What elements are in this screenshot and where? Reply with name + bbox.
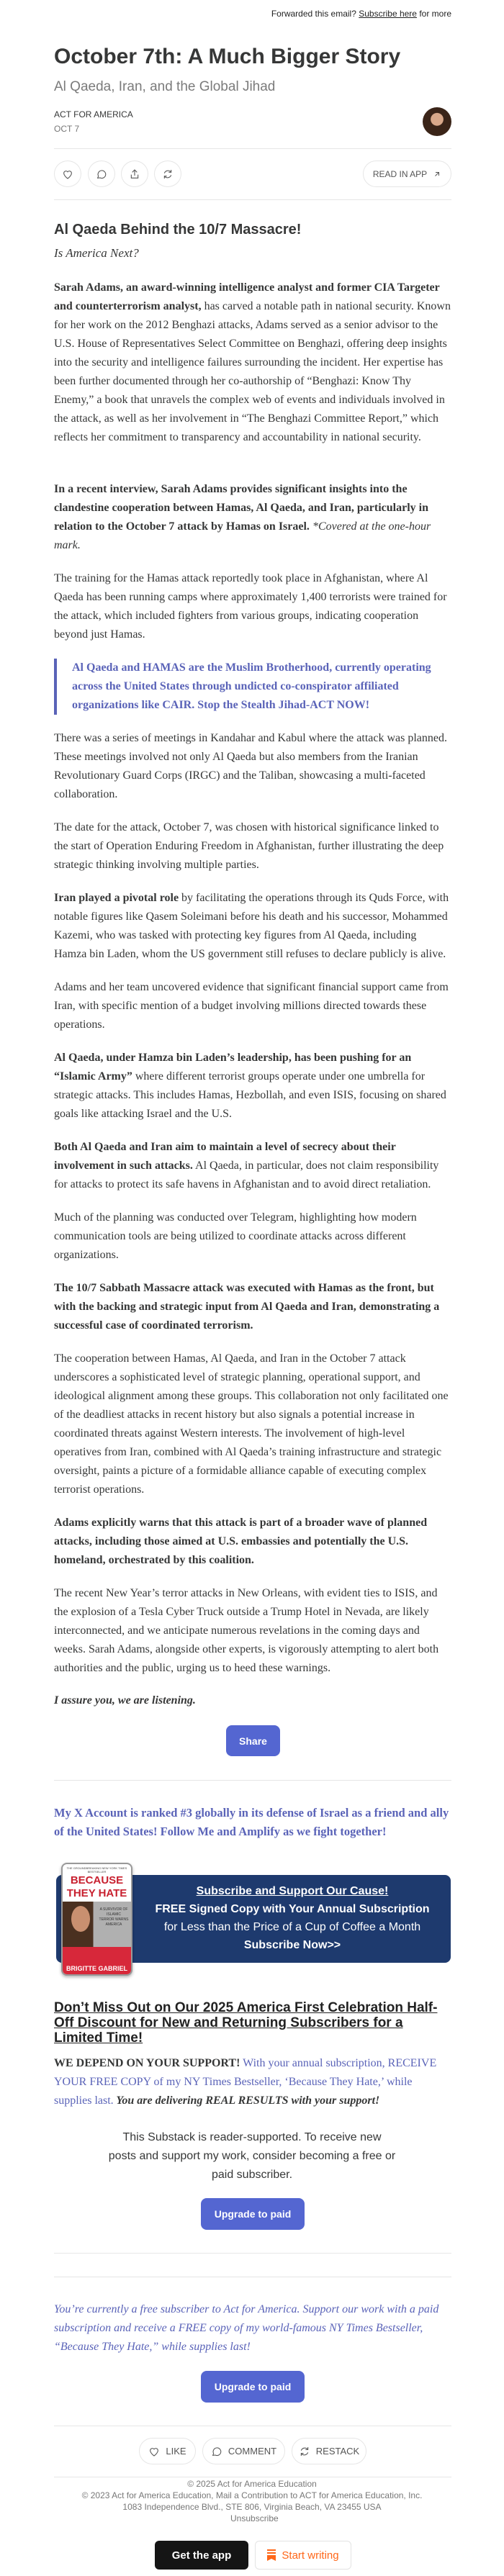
read-in-app-label: READ IN APP (372, 168, 428, 179)
post-title: October 7th: A Much Bigger Story (54, 45, 401, 68)
banner-line-4: Subscribe Now>> (243, 1939, 341, 1951)
banner-line-2: FREE Signed Copy with Your Annual Subscription (155, 1903, 430, 1915)
start-writing-button[interactable] (255, 2541, 351, 2570)
footer-like-button[interactable] (139, 2438, 196, 2464)
paragraph-text-run: The cooperation between Hamas, Al Qaeda, and Iran in the October 7 attack underscores a sophisticated level of strategic planning, operational support, and ideological alignment among these groups. This collaboration not only facilitated one of the deadliest attacks in recent history but also signals a potential increase in coordinated threats against Western interests. The involvement of high-level operatives from Iran, combined with Al Qaeda’s training infrastructure and strategic oversight, paints a picture of a formidable alliance capable of executing complex terrorist operations. (54, 1352, 449, 1496)
like-button[interactable] (54, 161, 81, 187)
blockquote: Al Qaeda and HAMAS are the Muslim Brotherhood, currently operating across the United States through undicted co-conspirator affiliated organizations like CAIR. Stop the Stealth Jihad-ACT NOW! (54, 659, 451, 715)
paragraph-text-run: The date for the attack, October 7, was chosen with historical significance linked to the start of Operation Enduring Freedom in Afghanistan, further illustrating the deep strategic thinking involving multiple parties. (54, 821, 444, 871)
article-paragraph (54, 818, 451, 875)
share-button-icon[interactable] (121, 161, 148, 187)
article-paragraph (54, 1350, 451, 1499)
paragraph-text-run: by facilitating the operations through its Quds Force, with notable figures like Qasem Soleimani before his death and his successor, Mohammed Kazemi, who was tasked with protecting key figures from Al Qaeda, including Hamza bin Laden, whom the US government still refuses to declare publicly is alive. (54, 892, 449, 960)
paragraph-text-run: I assure you, we are listening. (54, 1694, 196, 1707)
share-icon (129, 168, 140, 180)
article-paragraph (54, 1208, 451, 1265)
subscribe-link[interactable]: Subscribe here (359, 9, 417, 19)
author-avatar[interactable] (423, 107, 451, 136)
book-tagline: THE GROUNDBREAKING NEW YORK TIMES BESTSELLER (66, 1866, 127, 1874)
publication-name[interactable]: ACT FOR AMERICA (54, 109, 133, 119)
paragraph-text-run: where different terrorist groups operate under one umbrella for strategic attacks. This includes Hamas, Hezbollah, and even ISIS, focusing on shared goals like attacking Israel and the U.S. (54, 1070, 446, 1120)
paragraph-text-run: Iran played a pivotal role (54, 892, 179, 904)
article-paragraph (54, 569, 451, 644)
paragraph-text-run: Al Qaeda, in particular, does not claim responsibility for attacks to protect its safe havens in Afghanistan and to avoid direct retaliation. (54, 1160, 439, 1190)
support-italic: You are delivering REAL RESULTS with your support! (113, 2094, 380, 2107)
comment-label: COMMENT (228, 2446, 277, 2457)
paragraph-text-run: Adams explicitly warns that this attack is part of a broader wave of planned attacks, including those aimed at U.S. embassies and potentially the U.S. homeland, orchestrated by this coalition. (54, 1517, 428, 1566)
x-account-link[interactable]: My X Account is ranked #3 globally in its defense of Israel as a friend and ally of the United States! Follow Me and Amplify as we fight together! (54, 1806, 449, 1838)
divider (54, 1780, 451, 1781)
support-bold: WE DEPEND ON YOUR SUPPORT! (54, 2057, 240, 2069)
article-paragraph (54, 1279, 451, 1335)
article-subheading: Is America Next? (54, 246, 139, 260)
article-paragraph (54, 1584, 451, 1678)
article-paragraph (54, 1514, 451, 1570)
divider (54, 199, 451, 200)
restack-icon (299, 2446, 310, 2457)
book-title-1: BECAUSE (70, 1874, 124, 1886)
share-button[interactable]: Share (226, 1725, 280, 1756)
paragraph-text-run: *Covered at the one-hour mark. (54, 520, 431, 551)
comment-button[interactable] (88, 161, 115, 187)
article-paragraph (54, 1138, 451, 1194)
article-paragraph (54, 729, 451, 804)
unsubscribe-link[interactable]: Unsubscribe (230, 2513, 279, 2523)
footer-restack-button[interactable] (292, 2438, 366, 2464)
paragraph-text-run: The recent New Year’s terror attacks in New Orleans, with evident ties to ISIS, and the explosion of a Tesla Cyber Truck outside a Trump Hotel in Nevada, are likely interconnected, and we anticipate numerous revelations in the coming days and weeks. Sarah Adams, alongside other experts, is vigorously attempting to alert both authorities and the public, urging us to heed these warnings. (54, 1587, 439, 1674)
free-subscriber-text: You’re currently a free subscriber to Act for America. Support our work with a paid subscription and receive a FREE copy of my world-famous NY Times Bestseller, “Because They Hate,” while supplies last! (54, 2303, 439, 2353)
read-in-app-button[interactable] (363, 161, 451, 187)
get-the-app-button[interactable]: Get the app (155, 2541, 248, 2570)
post-date: OCT 7 (54, 124, 80, 134)
forwarded-notice (271, 9, 451, 19)
substack-logo-icon (267, 2549, 276, 2561)
paragraph-text-run: The 10/7 Sabbath Massacre attack was executed with Hamas as the front, but with the backing and strategic input from Al Qaeda and Iran, demonstrating a successful case of coordinated terrorism. (54, 1282, 440, 1332)
comment-icon (96, 168, 107, 180)
footer-copyright-2: © 2023 Act for America Education, Mail a Contribution to ACT for America Education, Inc. (81, 2490, 423, 2500)
subscribe-banner[interactable] (56, 1863, 451, 1978)
heart-icon (148, 2446, 160, 2457)
article-paragraph (54, 480, 451, 555)
substack-support-text: This Substack is reader-supported. To receive new posts and support my work, consider becoming a free or paid subscriber. (108, 2131, 396, 2181)
restack-button[interactable] (154, 161, 181, 187)
divider (54, 2253, 451, 2254)
arrow-up-right-icon (433, 170, 441, 178)
post-subtitle: Al Qaeda, Iran, and the Global Jihad (54, 79, 276, 94)
promo-heading-link[interactable]: Don’t Miss Out on Our 2025 America First Celebration Half-Off Discount for New and Returning Subscribers for a Limited Time! (54, 2000, 438, 2046)
banner-text (137, 1882, 448, 1954)
paragraph-text-run: There was a series of meetings in Kandahar and Kabul where the attack was planned. These meetings involved not only Al Qaeda but also members from the Iranian Revolutionary Guard Corps (IRGC) and the Taliban, showcasing a multi-faceted collaboration. (54, 732, 448, 800)
banner-line-1: Subscribe and Support Our Cause! (196, 1885, 389, 1897)
article-paragraph (54, 1691, 451, 1710)
start-writing-label: Start writing (282, 2549, 339, 2562)
like-label: LIKE (166, 2446, 186, 2457)
paragraph-text-run: has carved a notable path in national security. Known for her work on the 2012 Benghazi attacks, Adams served as a senior advisor to the U.S. House of Representatives Select Committee on Benghazi, offering deep insights into the security and intelligence failures surrounding the incident. Her expertise has been further documented through her co-authorship of “Benghazi: Know Thy Enemy,” a book that unravels the complex web of events and individuals involved in the attack, as well as her involvement in “The Benghazi Committee Report,” which reflects her commitment to transparency and accountability in national security. (54, 300, 451, 443)
book-title-2: THEY HATE (66, 1887, 127, 1899)
forwarded-suffix: for more (419, 9, 451, 19)
comment-icon (211, 2446, 222, 2457)
footer-address: 1083 Independence Blvd., STE 806, Virginia Beach, VA 23455 USA (122, 2502, 382, 2512)
forwarded-prefix: Forwarded this email? (271, 9, 356, 19)
paragraph-text-run: The training for the Hamas attack reportedly took place in Afghanistan, where Al Qaeda has been running camps where approximately 1,400 terrorists were trained for the attack, which included fighters from various groups, indicating cooperation beyond just Hamas. (54, 572, 447, 641)
paragraph-text-run: In a recent interview, Sarah Adams provides significant insights into the clandestine cooperation between Hamas, Al Qaeda, and Iran, particularly in relation to the October 7 attack by Hamas on Israel. (54, 483, 428, 533)
support-link[interactable]: With your annual subscription, RECEIVE YOUR FREE COPY of my NY Times Bestseller, ‘Because They Hate,’ while supplies last. (54, 2057, 437, 2107)
restack-icon (162, 168, 174, 180)
paragraph-text-run: Both Al Qaeda and Iran aim to maintain a level of secrecy about their involvement in such attacks. (54, 1141, 396, 1172)
article-heading: Al Qaeda Behind the 10/7 Massacre! (54, 222, 302, 238)
paragraph-text-run: Adams and her team uncovered evidence that significant financial support came from Iran, with specific mention of a budget involving millions directed towards these operations. (54, 981, 449, 1031)
book-author: BRIGITTE GABRIEL (66, 1965, 127, 1972)
paragraph-text-run: Al Qaeda, under Hamza bin Laden’s leadership, has been pushing for an “Islamic Army” (54, 1052, 412, 1083)
upgrade-to-paid-button[interactable]: Upgrade to paid (201, 2198, 305, 2230)
article-paragraph (54, 889, 451, 964)
divider (54, 148, 451, 149)
footer-copyright-1: © 2025 Act for America Education (187, 2479, 317, 2489)
paragraph-text-run: Much of the planning was conducted over Telegram, highlighting how modern communication tools are being utilized to coordinate attacks across different organizations. (54, 1211, 417, 1261)
article-paragraph (54, 978, 451, 1034)
banner-line-3: for Less than the Price of a Cup of Coffee a Month (163, 1921, 421, 1933)
restack-label: RESTACK (315, 2446, 360, 2457)
book-cover-image (61, 1863, 132, 1976)
book-photo-face (71, 1906, 90, 1932)
paragraph-text-run: Sarah Adams, an award-winning intelligence analyst and former CIA Targeter and counterterrorism analyst, (54, 281, 440, 312)
heart-icon (62, 168, 73, 180)
book-side-text: A SURVIVOR OF ISLAMIC TERROR WARNS AMERICA (99, 1907, 129, 1927)
upgrade-to-paid-button-2[interactable]: Upgrade to paid (201, 2371, 305, 2403)
footer-comment-button[interactable] (202, 2438, 285, 2464)
article-paragraph (54, 279, 451, 447)
article-paragraph (54, 1049, 451, 1124)
support-paragraph (54, 2054, 451, 2110)
